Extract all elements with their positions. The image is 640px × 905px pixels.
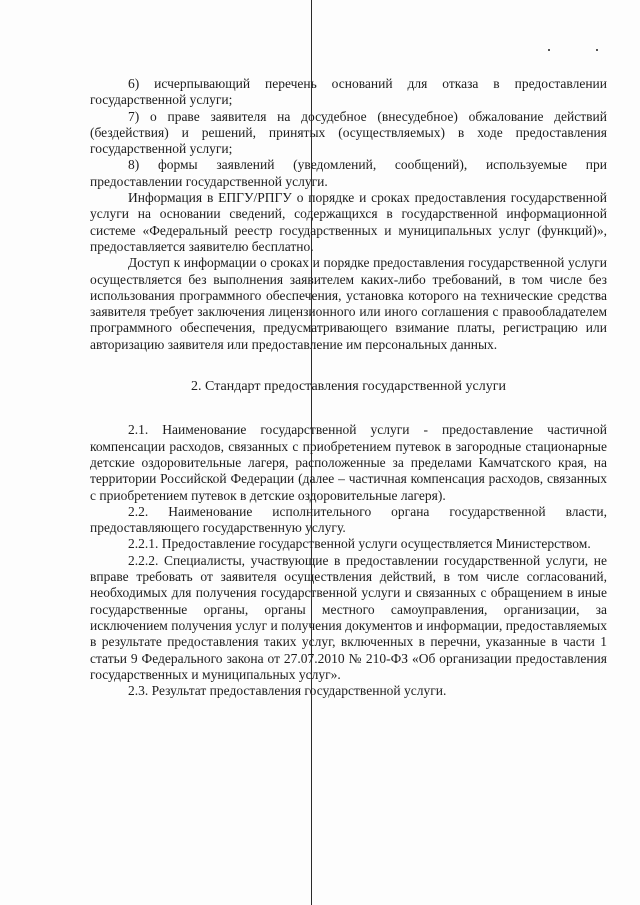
paragraph-2-2-2: 2.2.2. Специалисты, участвующие в предоставлении государственной услуги, не вправе требовать от заявителя осуществления действий, в том числе согласований, необходимых для получения государственной услуги и связанных с обращением в иные государственные органы, органы местного самоуправления, организации, за исключением получения услуг и получения документов и информации, предоставляемых в результате предоставления таких услуг, включенных в перечни, указанные в части 1 статьи 9 Федерального закона от 27.07.2010 № 210-ФЗ «Об организации предоставления государственных и муниципальных услуг». — [90, 552, 607, 682]
scan-speck — [596, 49, 598, 51]
paragraph-item-7: 7) о праве заявителя на досудебное (внесудебное) обжалование действий (бездействия) и решений, принятых (осуществляемых) в ходе предоставления государственной услуги; — [90, 108, 607, 157]
paragraph-2-2: 2.2. Наименование исполнительного органа государственной власти, предоставляющего государственную услугу. — [90, 503, 607, 536]
scan-speck — [548, 49, 550, 51]
paragraph-info-epgu: Информация в ЕПГУ/РПГУ о порядке и сроках предоставления государственной услуги на основании сведений, содержащихся в государственной информационной системе «Федеральный реестр государственных и муниципальных услуг (функций)», предоставляется заявителю бесплатно. — [90, 190, 607, 254]
paragraph-item-6: 6) исчерпывающий перечень оснований для отказа в предоставлении государственной услуги; — [90, 76, 607, 108]
document-body — [90, 76, 607, 699]
paragraph-access-info: Доступ к информации о сроках и порядке предоставления государственной услуги осуществляется без выполнения заявителем каких-либо требований, в том числе без использования программного обеспечения, установка которого на технические средства заявителя требует заключения лицензионного или иного соглашения с правообладателем программного обеспечения, предусматривающего взимание платы, регистрацию или авторизацию заявителя или предоставление им персональных данных. — [90, 255, 607, 352]
paragraph-2-1: 2.1. Наименование государственной услуги - предоставление частичной компенсации расходов, связанных с приобретением путевок в загородные стационарные детские оздоровительные лагеря, расположенные за пределами Камчатского края, на территории Российской Федерации (далее – частичная компенсация расходов, связанных с приобретением путевок в детские оздоровительные лагеря). — [90, 422, 607, 503]
paragraph-item-8: 8) формы заявлений (уведомлений, сообщений), используемые при предоставлении государственной услуги. — [90, 157, 607, 189]
paragraph-2-3: 2.3. Результат предоставления государственной услуги. — [128, 683, 447, 699]
section-heading: 2. Стандарт предоставления государственной услуги — [191, 379, 506, 395]
paragraph-2-2-1: 2.2.1. Предоставление государственной услуги осуществляется Министерством. — [128, 536, 591, 552]
